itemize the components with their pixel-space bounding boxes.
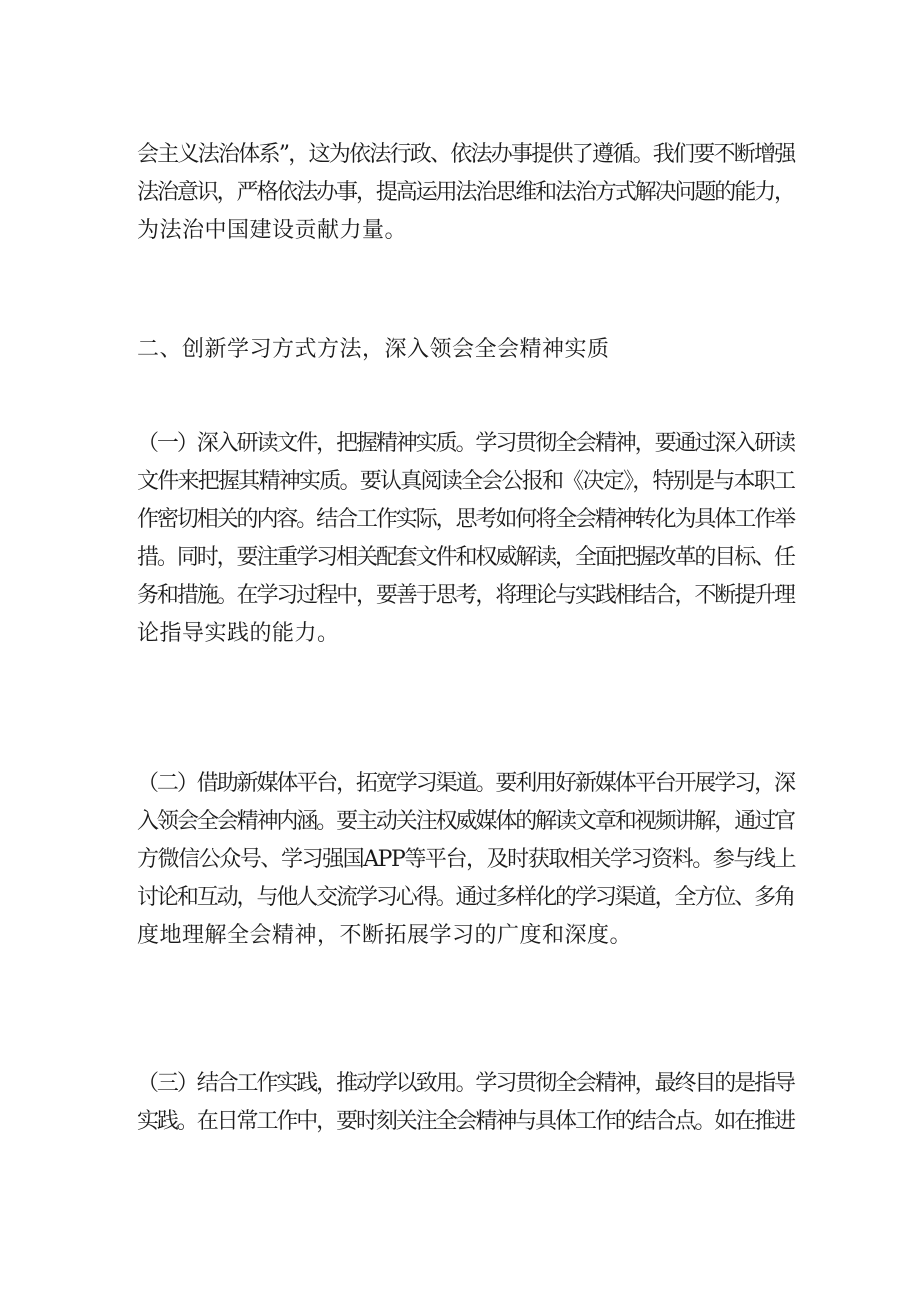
- text-line: 度地理解全会精神，不断拓展学习的广度和深度。: [137, 923, 633, 948]
- paragraph-intro: [137, 136, 797, 250]
- paragraph-item-one: [137, 425, 797, 653]
- text-line: （一）深入研读文件，把握精神实质。学习贯彻全会精神，要通过深入研读: [137, 431, 794, 456]
- paragraph-item-three: [137, 1065, 797, 1141]
- text-line: 论指导实践的能力。: [137, 621, 340, 646]
- text-line: 作密切相关的内容。结合工作实际，思考如何将全会精神转化为具体工作举: [137, 507, 794, 532]
- text-line: 入领会全会精神内涵。要主动关注权威媒体的解读文章和视频讲解，通过官: [137, 809, 794, 834]
- text-line: 讨论和互动，与他人交流学习心得。通过多样化的学习渠道，全方位、多角: [137, 885, 794, 910]
- section-heading: 二、创新学习方式方法，深入领会全会精神实质: [137, 337, 610, 362]
- text-line: 方微信公众号、学习强国APP等平台，及时获取相关学习资料。参与线上: [137, 847, 796, 872]
- text-line: 法治意识，严格依法办事，提高运用法治思维和法治方式解决问题的能力，: [137, 180, 794, 205]
- text-line: 务和措施。在学习过程中，要善于思考，将理论与实践相结合，不断提升理: [137, 583, 794, 608]
- text-line: 为法治中国建设贡献力量。: [137, 218, 408, 243]
- text-line: 措。同时，要注重学习相关配套文件和权威解读，全面把握改革的目标、任: [137, 545, 794, 570]
- text-line: 文件来把握其精神实质。要认真阅读全会公报和《决定》，特别是与本职工: [137, 469, 795, 494]
- paragraph-item-two: [137, 765, 797, 955]
- text-line: 实践。在日常工作中，要时刻关注全会精神与具体工作的结合点。如在推进: [137, 1109, 794, 1134]
- text-line: （二）借助新媒体平台，拓宽学习渠道。要利用好新媒体平台开展学习，深: [137, 771, 794, 796]
- text-line: （三）结合工作实践，推动学以致用。学习贯彻全会精神，最终目的是指导: [137, 1071, 794, 1096]
- text-line: 会主义法治体系”，这为依法行政、依法办事提供了遵循。我们要不断增强: [137, 142, 795, 167]
